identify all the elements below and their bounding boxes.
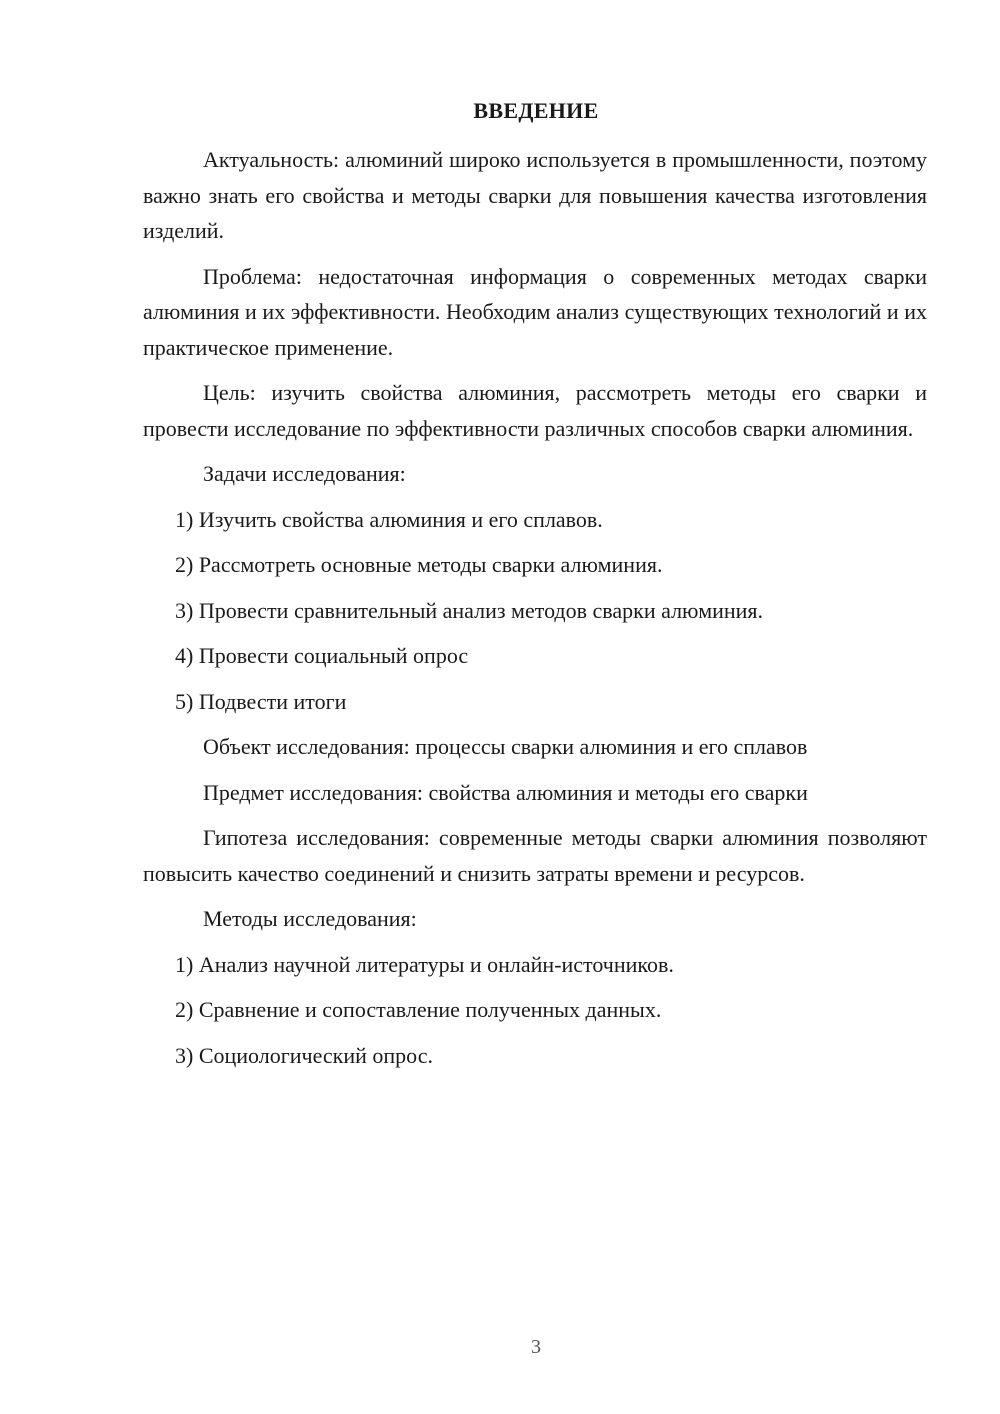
hypothesis-paragraph: Гипотеза исследования: современные методы сварки алюминия позволяют повысить качество соединений и снизить затраты времени и ресурсов. <box>143 825 927 886</box>
document-body <box>143 142 927 1083</box>
goal-paragraph: Цель: изучить свойства алюминия, рассмотреть методы его сварки и провести исследование по эффективности различных способов сварки алюминия. <box>143 380 927 441</box>
page-number: 3 <box>531 1336 541 1358</box>
task-item-2: 2) Рассмотреть основные методы сварки алюминия. <box>175 552 663 577</box>
relevance-paragraph: Актуальность: алюминий широко используется в промышленности, поэтому важно знать его свойства и методы сварки для повышения качества изготовления изделий. <box>143 147 927 243</box>
task-item-4: 4) Провести социальный опрос <box>175 643 469 668</box>
task-item-5: 5) Подвести итоги <box>175 688 347 714</box>
tasks-heading: Задачи исследования: <box>203 461 406 486</box>
task-item-1: 1) Изучить свойства алюминия и его сплавов. <box>175 506 603 532</box>
method-item-1: 1) Анализ научной литературы и онлайн-источников. <box>175 951 674 977</box>
methods-heading: Методы исследования: <box>203 906 417 931</box>
method-item-2: 2) Сравнение и сопоставление полученных данных. <box>175 997 662 1022</box>
object-paragraph: Объект исследования: процессы сварки алюминия и его сплавов <box>203 734 808 759</box>
page-title: ВВЕДЕНИЕ <box>473 98 599 123</box>
task-item-3: 3) Провести сравнительный анализ методов сварки алюминия. <box>175 597 764 623</box>
method-item-3: 3) Социологический опрос. <box>175 1042 433 1068</box>
problem-paragraph: Проблема: недостаточная информация о современных методах сварки алюминия и их эффективности. Необходим анализ существующих технологий и их практическое применение. <box>143 263 927 360</box>
subject-paragraph: Предмет исследования: свойства алюминия и методы его сварки <box>203 779 808 805</box>
